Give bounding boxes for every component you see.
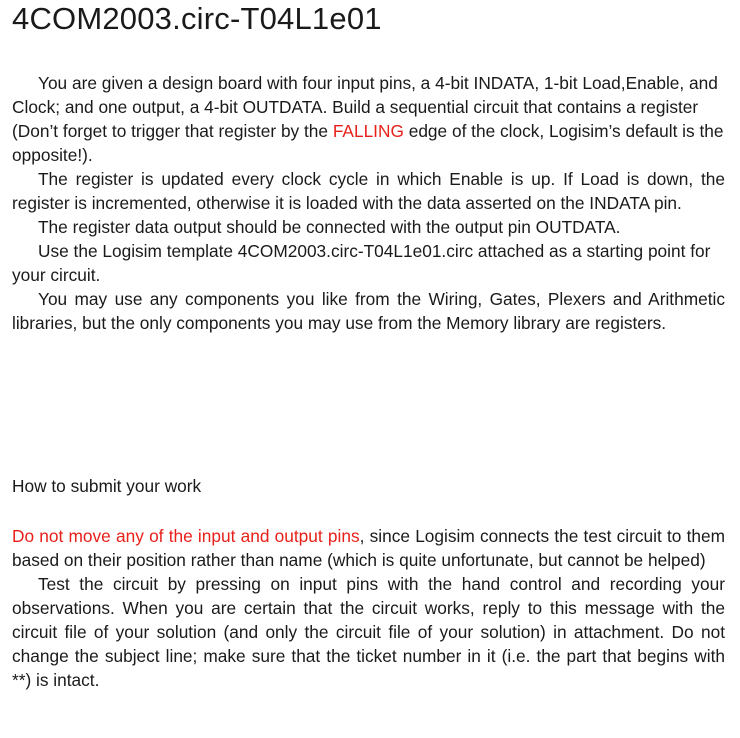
paragraph-register-update: The register is updated every clock cycle in which Enable is up. If Load is down, the register is incremented, otherwise it is loaded with the data asserted on the INDATA pin. <box>12 169 725 213</box>
paragraph-test-and-reply: Test the circuit by pressing on input pins with the hand control and recording your observations. When you are certain that the circuit works, reply to this message with the circuit file of your solution (and only the circuit file of your solution) in attachment. Do not change the subject line; make sure that the ticket number in it (i.e. the part that begins with **) is intact. <box>12 574 725 690</box>
submit-heading: How to submit your work <box>12 476 202 496</box>
submit-block <box>12 524 725 692</box>
document-title: 4COM2003.circ-T04L1e01 <box>12 1 382 36</box>
paragraph-template: Use the Logisim template 4COM2003.circ-T04L1e01.circ attached as a starting point for your circuit. <box>12 241 711 285</box>
paragraph-components: You may use any components you like from the Wiring, Gates, Plexers and Arithmetic libraries, but the only components you may use from the Memory library are registers. <box>12 289 725 333</box>
falling-highlight: FALLING <box>332 121 404 141</box>
pins-warning-text: , since Logisim connects the test circuit to them based on their position rather than name (which is quite unfortunate, but cannot be helped) <box>12 526 726 570</box>
pins-warning-highlight: Do not move any of the input and output pins <box>12 526 360 546</box>
paragraph-register-output: The register data output should be connected with the output pin OUTDATA. <box>38 217 621 237</box>
paragraph-design-board-text-b: edge of the clock, Logisim’s default is the opposite!). <box>12 121 724 165</box>
paragraph-design-board-text-a: You are given a design board with four input pins, a 4-bit INDATA, 1-bit Load,Enable, and Clock; and one output, a 4-bit OUTDATA. Build a sequential circuit that contains a register (Don’t forget to trigger that register by the <box>12 73 718 141</box>
paragraph-design-board <box>12 71 725 167</box>
paragraph-pins-warning <box>12 524 725 572</box>
instructions-block <box>12 71 725 335</box>
